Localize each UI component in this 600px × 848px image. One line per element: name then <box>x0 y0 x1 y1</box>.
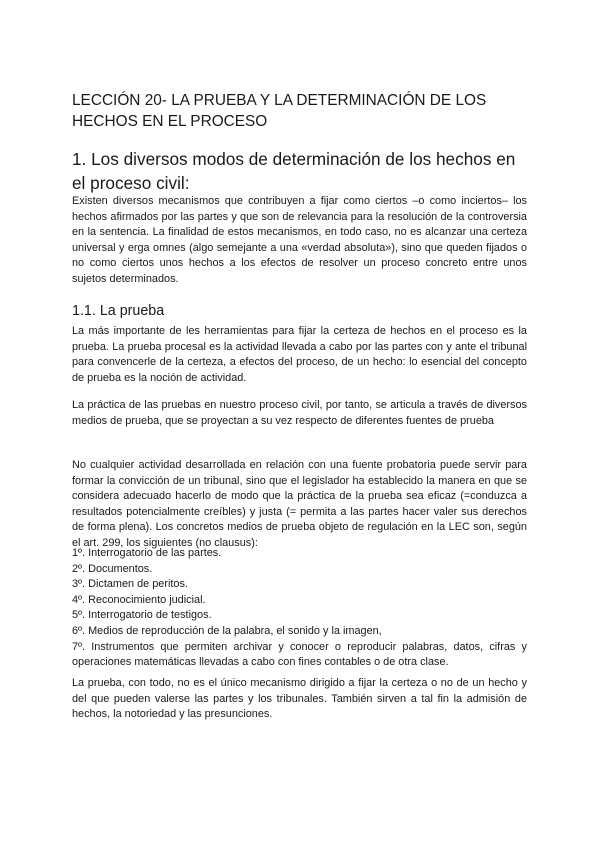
list-item: 2º. Documentos. <box>72 562 153 575</box>
section-1-paragraph: Existen diversos mecanismos que contribuyen a fijar como ciertos –o como inciertos– los hechos afirmados por las partes y que son de relevancia para la resolución de la controversia en la sentencia. La finalidad de estos mecanismos, en todo caso, no es alcanzar una certeza universal y erga omnes (algo semejante a una «verdad absoluta»), sino que queden fijados o no como ciertos unos hechos a los efectos de resolver un proceso concreto entre unos sujetos determinados. <box>72 195 527 285</box>
prueba-paragraph-3: No cualquier actividad desarrollada en relación con una fuente probatoria puede servir para formar la convicción de un tribunal, sino que el legislador ha establecido la manera en que se considera adecuado hacerlo de modo que la práctica de la prueba sea eficaz (=conduzca a resultados potencialmente creíbles) y justa (= permita a las partes hacer valer sus derechos de forma plena). Los concretos medios de prueba objeto de regulación en la LEC son, según el art. 299, los siguientes (no clausus): <box>72 459 527 549</box>
list-item: 6º. Medios de reproducción de la palabra, el sonido y la imagen, <box>72 624 382 637</box>
prueba-paragraph-4: La prueba, con todo, no es el único mecanismo dirigido a fijar la certeza o no de un hecho y del que pueden valerse las partes y los tribunales. También sirven a tal fin la admisión de hechos, la notoriedad y las presunciones. <box>72 677 527 721</box>
section-1-1-heading: 1.1. La prueba <box>72 303 165 319</box>
lesson-title: LECCIÓN 20- LA PRUEBA Y LA DETERMINACIÓN DE LOS HECHOS EN EL PROCESO <box>72 92 487 130</box>
list-item: 1º. Interrogatorio de las partes. <box>72 547 222 559</box>
list-item: 7º. Instrumentos que permiten archivar y conocer o reproducir palabras, datos, cifras y operaciones matemáticas llevadas a cabo con fines contables o de otra clase. <box>72 640 527 669</box>
list-item: 5º. Interrogatorio de testigos. <box>72 609 212 622</box>
prueba-paragraph-1: La más importante de les herramientas para fijar la certeza de hechos en el proceso es la prueba. La prueba procesal es la actividad llevada a cabo por las partes con y ante el tribunal para convencerle de la certeza, a efectos del proceso, de un hecho: lo esencial del concepto de prueba es la noción de actividad. <box>72 325 527 384</box>
medios-de-prueba-list <box>72 546 527 671</box>
prueba-paragraph-2: La práctica de las pruebas en nuestro proceso civil, por tanto, se articula a través de diversos medios de prueba, que se proyectan a su vez respecto de diferentes fuentes de prueba <box>72 399 527 427</box>
list-item: 4º. Reconocimiento judicial. <box>72 593 206 606</box>
list-item: 3º. Dictamen de peritos. <box>72 578 188 591</box>
section-1-heading: 1. Los diversos modos de determinación de los hechos en el proceso civil: <box>72 149 516 193</box>
